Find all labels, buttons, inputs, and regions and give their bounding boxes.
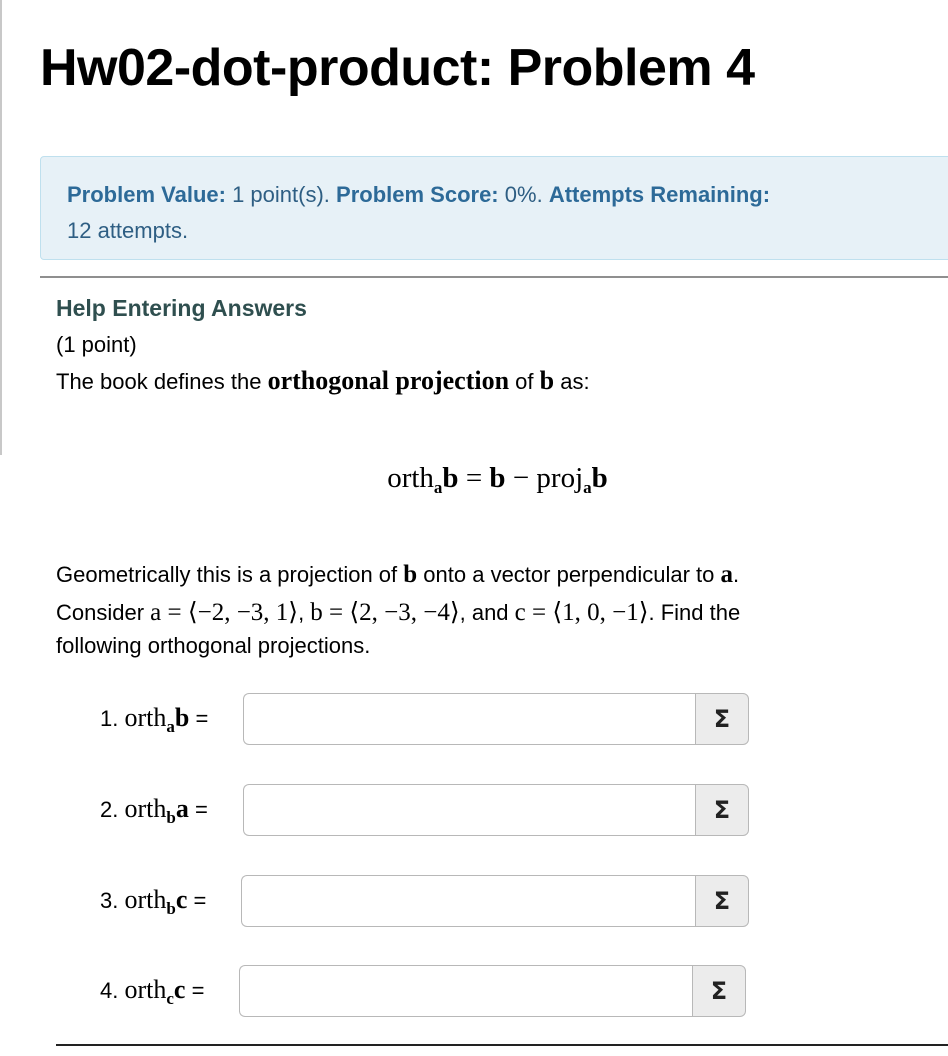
question-number: 4.: [100, 978, 125, 1003]
equals-sign: =: [188, 797, 208, 822]
orth-vector: c: [173, 975, 186, 1004]
vector-c-definition: c = ⟨1, 0, −1⟩: [514, 599, 649, 626]
orth-symbol: orth: [124, 703, 167, 732]
answer-input-4[interactable]: [239, 965, 694, 1017]
formula-orth: orth: [387, 462, 434, 494]
para-text: onto a vector perpendicular to: [417, 562, 721, 587]
formula-equals: =: [458, 462, 490, 494]
equals-sign: =: [187, 888, 207, 913]
orth-subscript: b: [166, 808, 176, 827]
problem-value-label: Problem Value:: [67, 182, 226, 207]
equation-editor-button-2[interactable]: Σ: [695, 784, 749, 836]
orth-subscript: b: [166, 899, 176, 918]
vector-b-definition: b = ⟨2, −3, −4⟩: [310, 599, 460, 626]
orth-vector: b: [174, 703, 190, 732]
term-orthogonal-projection: orthogonal projection: [267, 366, 510, 395]
formula-vector: b: [591, 462, 608, 494]
problem-score-label: Problem Score:: [336, 182, 499, 207]
orth-vector: a: [175, 794, 189, 823]
para-text: ,: [298, 600, 311, 625]
attempts-remaining-label: Attempts Remaining:: [548, 182, 771, 207]
question-4-label: [100, 975, 204, 1009]
problem-paragraph-line-2: [56, 597, 740, 627]
intro-text: The book defines the: [56, 369, 268, 394]
para-text: Geometrically this is a projection of: [56, 562, 404, 587]
para-text: Consider: [56, 600, 151, 625]
vector-b: b: [539, 366, 555, 395]
orth-vector: c: [175, 885, 188, 914]
question-number: 1.: [100, 706, 125, 731]
problem-score: 0%.: [504, 182, 543, 207]
equation-editor-button-4[interactable]: Σ: [692, 965, 746, 1017]
vector-a: a: [720, 561, 733, 588]
question-1-label: [100, 703, 208, 737]
divider: [40, 276, 948, 278]
formula-subscript: a: [583, 478, 592, 497]
equation-editor-button-3[interactable]: Σ: [695, 875, 749, 927]
answer-input-1[interactable]: [243, 693, 696, 745]
info-line-1: [67, 177, 948, 213]
intro-text: of: [509, 369, 540, 394]
left-rule: [0, 0, 2, 455]
help-entering-answers-link[interactable]: Help Entering Answers: [56, 295, 307, 321]
formula-proj: proj: [536, 462, 584, 494]
problem-intro: [56, 366, 590, 396]
vector-a-definition: a = ⟨−2, −3, 1⟩: [150, 599, 299, 626]
problem-info-box: [40, 156, 948, 260]
page-title: Hw02-dot-product: Problem 4: [40, 39, 755, 97]
equation-editor-button-1[interactable]: Σ: [695, 693, 749, 745]
attempts-remaining: 12 attempts.: [67, 218, 189, 243]
equals-sign: =: [189, 706, 209, 731]
intro-text: as:: [554, 369, 590, 394]
orth-symbol: orth: [124, 975, 167, 1004]
formula-vector: b: [489, 462, 506, 494]
problem-value: 1 point(s).: [232, 182, 330, 207]
problem-paragraph-line-1: [56, 561, 739, 589]
para-text: , and: [459, 600, 515, 625]
equals-sign: =: [185, 978, 205, 1003]
formula-subscript: a: [433, 478, 443, 497]
question-3-label: [100, 885, 206, 919]
orth-symbol: orth: [124, 885, 167, 914]
question-2-label: [100, 794, 208, 828]
answer-input-2[interactable]: [243, 784, 696, 836]
orth-subscript: a: [166, 717, 175, 736]
formula-minus: −: [505, 462, 537, 494]
formula-vector: b: [442, 462, 459, 494]
orth-symbol: orth: [124, 794, 167, 823]
divider: [56, 1044, 948, 1046]
vector-b: b: [403, 561, 418, 588]
question-number: 2.: [100, 797, 125, 822]
answer-input-3[interactable]: [241, 875, 696, 927]
question-number: 3.: [100, 888, 125, 913]
orth-subscript: c: [166, 989, 174, 1008]
para-text: .: [732, 562, 740, 587]
definition-formula: [0, 462, 948, 498]
problem-paragraph-line-3: following orthogonal projections.: [56, 633, 371, 658]
para-text: . Find the: [648, 600, 741, 625]
points-label: (1 point): [56, 332, 137, 357]
